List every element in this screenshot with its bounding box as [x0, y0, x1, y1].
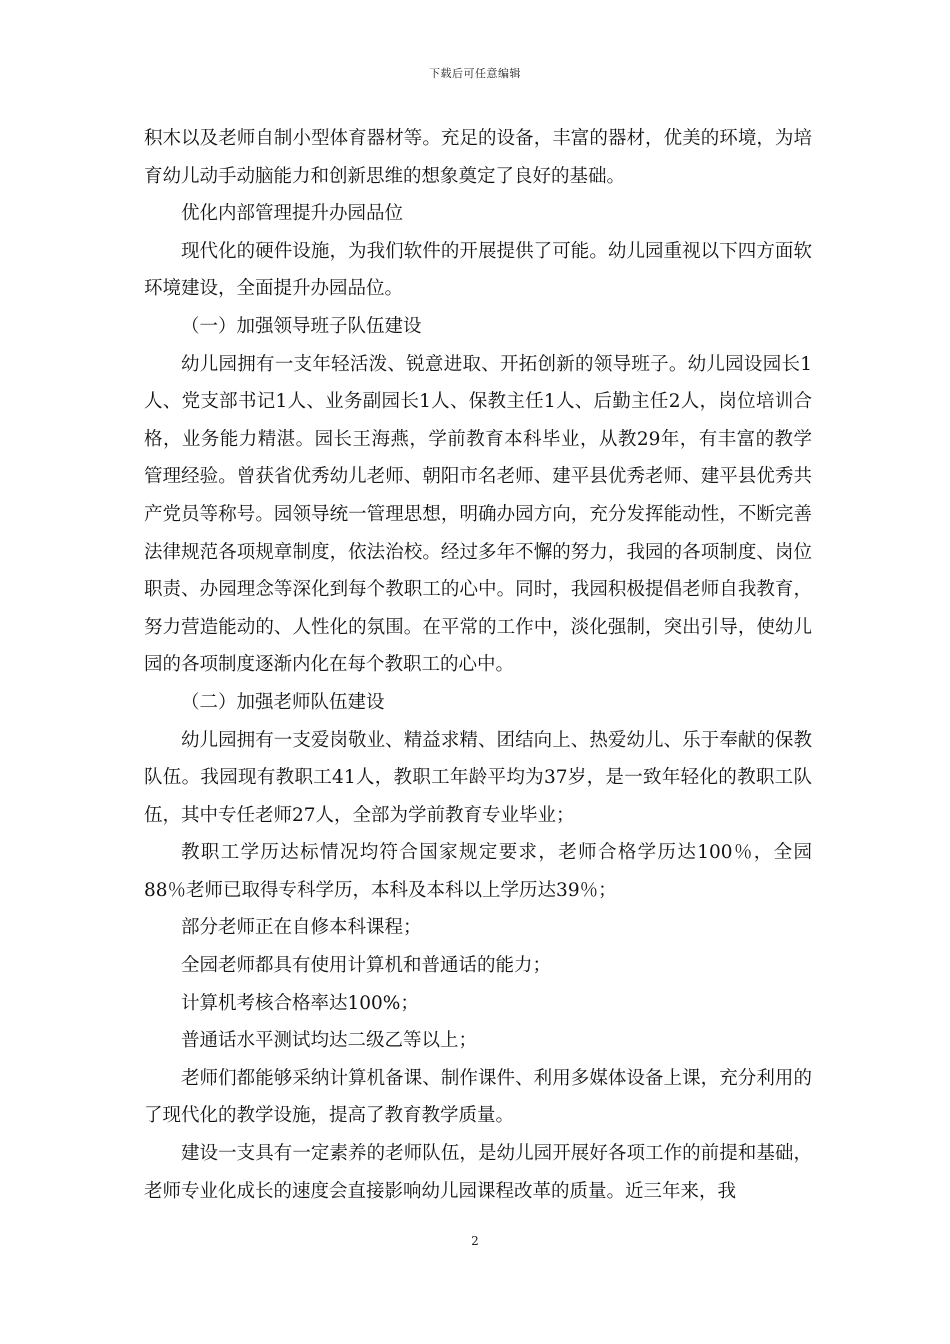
paragraph: 积木以及老师自制小型体育器材等。充足的设备，丰富的器材，优美的环境，为培育幼儿动手动脑能力和创新思维的想象奠定了良好的基础。: [144, 128, 812, 187]
section-heading: （一）加强领导班子队伍建设: [181, 315, 422, 337]
paragraph: 幼儿园拥有一支爱岗敬业、精益求精、团结向上、热爱幼儿、乐于奉献的保教队伍。我园现有教职工41人，教职工年龄平均为37岁，是一致年轻化的教职工队伍，其中专任老师27人，全部为学前教育专业毕业；: [144, 729, 812, 826]
paragraph: 计算机考核合格率达100%；: [181, 992, 419, 1014]
paragraph: 幼儿园拥有一支年轻活泼、锐意进取、开拓创新的领导班子。幼儿园设园长1人、党支部书记1人、业务副园长1人、保教主任1人、后勤主任2人，岗位培训合格，业务能力精湛。园长王海燕，学前教育本科毕业，从教29年，有丰富的教学管理经验。曾获省优秀幼儿老师、朝阳市名老师、建平县优秀老师、建平县优秀共产党员等称号。园领导统一管理思想，明确办园方向，充分发挥能动性，不断完善法律规范各项规章制度，依法治校。经过多年不懈的努力，我园的各项制度、岗位职责、办园理念等深化到每个教职工的心中。同时，我园积极提倡老师自我教育，努力营造能动的、人性化的氛围。在平常的工作中，淡化强制，突出引导，使幼儿园的各项制度逐渐内化在每个教职工的心中。: [144, 353, 812, 676]
section-heading: （二）加强老师队伍建设: [181, 691, 385, 713]
paragraph: 建设一支具有一定素养的老师队伍，是幼儿园开展好各项工作的前提和基础，老师专业化成长的速度会直接影响幼儿园课程改革的质量。近三年来，我: [144, 1143, 812, 1202]
section-heading: 优化内部管理提升办园品位: [181, 203, 404, 225]
page-number: 2: [471, 1234, 479, 1248]
paragraph: 普通话水平测试均达二级乙等以上；: [181, 1030, 478, 1052]
paragraph: 教职工学历达标情况均符合国家规定要求，老师合格学历达100％，全园88％老师已取得专科学历，本科及本科以上学历达39％；: [144, 842, 812, 901]
page-header: 下载后可任意编辑: [429, 67, 521, 80]
paragraph: 全园老师都具有使用计算机和普通话的能力；: [181, 955, 552, 977]
paragraph: 老师们都能够采纳计算机备课、制作课件、利用多媒体设备上课，充分利用的了现代化的教学设施，提高了教育教学质量。: [144, 1067, 812, 1127]
document-body: [144, 120, 812, 1210]
paragraph: 现代化的硬件设施，为我们软件的开展提供了可能。幼儿园重视以下四方面软环境建设，全面提升办园品位。: [144, 240, 812, 300]
paragraph: 部分老师正在自修本科课程；: [181, 917, 422, 939]
